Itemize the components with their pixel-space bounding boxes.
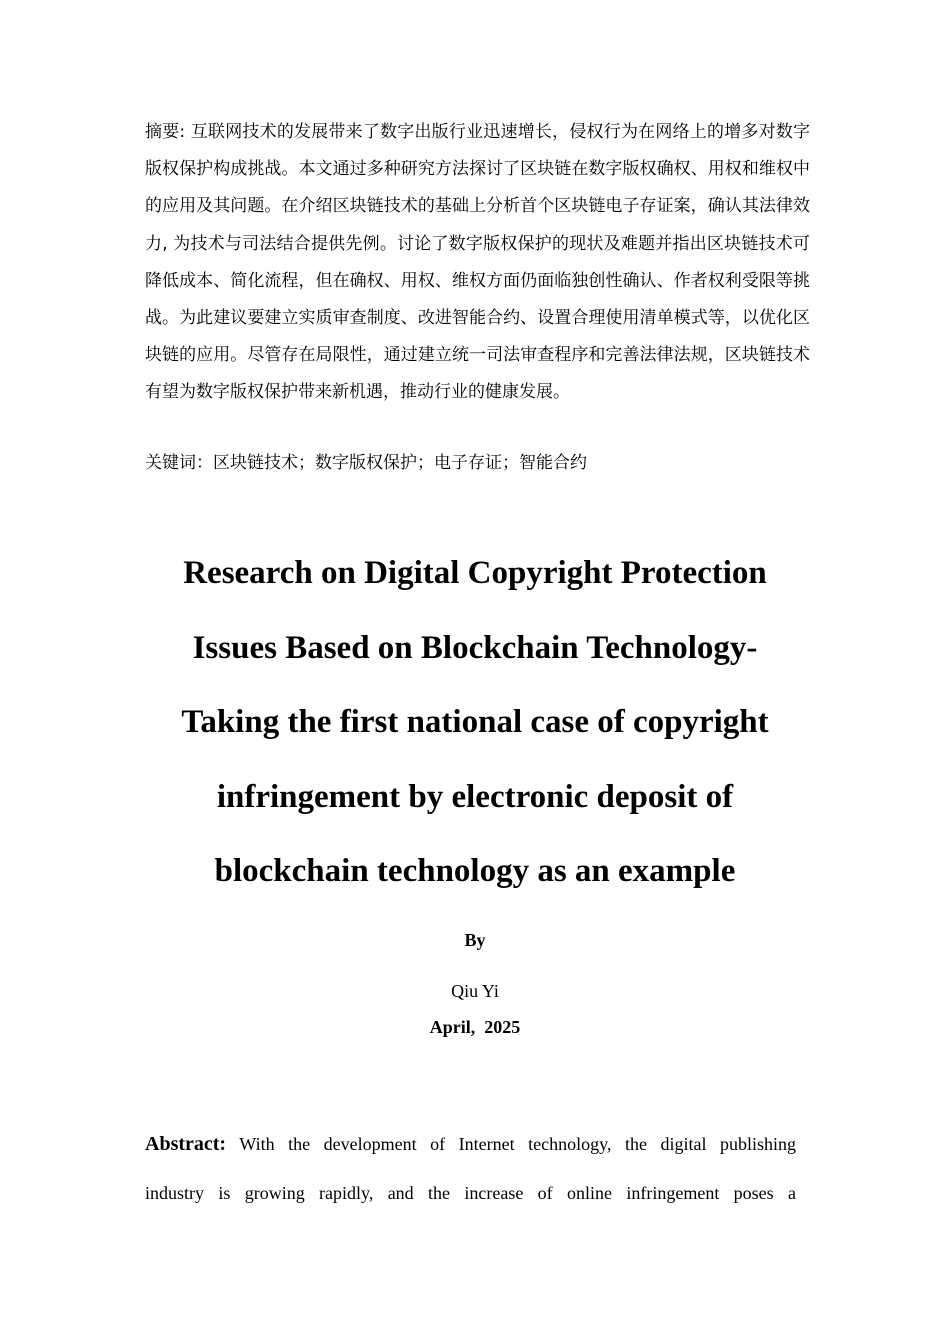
chinese-abstract-line: 互联网技术的发展带来了数字出版行业迅速增长，侵权行为在网络上的 — [190, 122, 725, 142]
chinese-abstract-line: 望为数字版权保护带来新机遇，推动行业的健康发展。 — [162, 382, 570, 403]
chinese-keywords-text: 区块链技术；数字版权保护；电子存证；智能合约 — [213, 453, 587, 473]
chinese-abstract-label: 摘要 — [145, 122, 180, 142]
chinese-abstract-line: 用权、维权方面仍面临独创性确认、作者权利受限等挑战。为此建议要建立实 — [145, 270, 811, 329]
chinese-keywords-label: 关键词： — [145, 453, 213, 473]
english-title-line: Taking the first national case of copyright — [181, 704, 769, 740]
chinese-abstract-separator: : — [179, 122, 186, 142]
chinese-abstract-line: 区块链电子存证案，确认其法律效力, 为技术与司法结合提供先例。讨论了数字 — [145, 196, 811, 254]
publication-date: April, 2025 — [429, 1017, 521, 1037]
english-abstract-first-line — [145, 1120, 796, 1169]
chinese-abstract-line: 权确权、用权和维权中的应用及其问题。在介绍区块链技术的基础上分析首个 — [145, 159, 811, 217]
english-abstract-label: Abstract: — [145, 1133, 227, 1155]
chinese-abstract-line: 增多对数字版权保护构成挑战。本文通过多种研究方法探讨了区块链在数字版 — [145, 122, 811, 180]
chinese-abstract — [145, 114, 810, 412]
english-abstract-line: industry is growing rapidly, and the increase of online infringement poses a — [145, 1183, 796, 1203]
author-name: Qiu Yi — [451, 981, 499, 1001]
chinese-abstract-line: 质审查制度、改进智能合约、设置合理使用清单模式等，以优化区块链的应用。 — [145, 308, 811, 366]
chinese-abstract-line: 尽管存在局限性，通过建立统一司法审查程序和完善法律法规，区块链技术有 — [145, 345, 811, 403]
chinese-abstract-line: 版权保护的现状及难题并指出区块链技术可降低成本、简化流程，但在确权、 — [145, 233, 811, 291]
english-title-line: infringement by electronic deposit of — [216, 778, 734, 815]
english-title-line: Issues Based on Blockchain Technology- — [192, 629, 758, 666]
chinese-keywords — [145, 446, 810, 480]
english-title — [120, 536, 830, 909]
english-title-line: blockchain technology as an example — [214, 853, 736, 889]
english-abstract — [145, 1120, 796, 1218]
by-label: By — [464, 930, 486, 950]
english-title-line: Research on Digital Copyright Protection — [183, 555, 767, 591]
english-abstract-line: With the development of Internet technology, the digital publishing — [239, 1134, 796, 1154]
